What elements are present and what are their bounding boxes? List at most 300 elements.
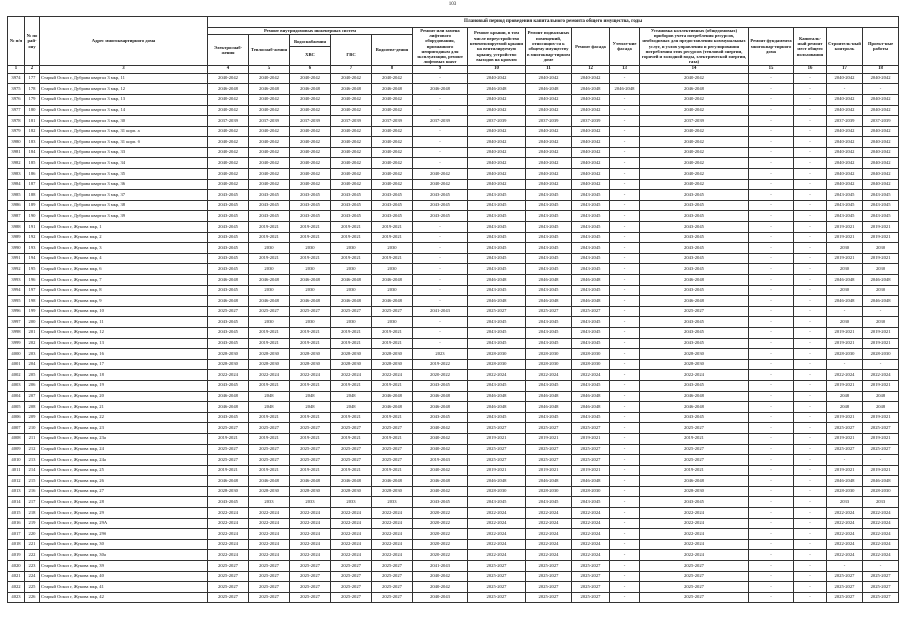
table-row xyxy=(8,359,899,370)
table-cell: - xyxy=(749,243,794,254)
table-cell: 2025-2027 xyxy=(290,423,331,434)
column-number: 6 xyxy=(290,65,331,73)
table-cell: Старый Оскол г, Жукова мкр, 1 xyxy=(40,222,208,233)
table-cell: 2043-2045 xyxy=(468,338,526,349)
table-cell: 4021 xyxy=(8,571,25,582)
table-row xyxy=(8,529,899,540)
table-cell: 2040-2042 xyxy=(413,444,468,455)
table-row xyxy=(8,243,899,254)
table-cell: 2030 xyxy=(827,317,863,328)
table-cell: 2028-2030 xyxy=(249,349,290,360)
table-cell: 3991 xyxy=(8,253,25,264)
table-cell: 2046-2048 xyxy=(827,296,863,307)
table-cell: - xyxy=(610,264,640,275)
table-cell: 2030 xyxy=(249,264,290,275)
table-cell: 201 xyxy=(25,327,40,338)
table-cell: - xyxy=(610,423,640,434)
table-cell: - xyxy=(749,497,794,508)
table-cell: 189 xyxy=(25,200,40,211)
table-cell: 203 xyxy=(25,349,40,360)
table-cell: - xyxy=(863,455,899,466)
table-cell: 2019-2021 xyxy=(249,465,290,476)
table-cell: 2030 xyxy=(290,264,331,275)
table-cell: 2040-2042 xyxy=(526,158,572,169)
table-cell: 2040-2042 xyxy=(827,105,863,116)
table-cell: - xyxy=(610,317,640,328)
table-cell: - xyxy=(413,94,468,105)
table-cell: 2025-2027 xyxy=(526,592,572,603)
table-cell: Старый Оскол г, Жукова мкр, 24 xyxy=(40,444,208,455)
table-cell: 2022-2024 xyxy=(331,508,372,519)
table-cell: 2019-2021 xyxy=(827,232,863,243)
table-cell: 3984 xyxy=(8,179,25,190)
table-cell: Старый Оскол г, Жукова мкр, 20 xyxy=(40,391,208,402)
table-cell: - xyxy=(794,518,827,529)
table-cell: 2028-2030 xyxy=(331,486,372,497)
table-cell: 2040-2042 xyxy=(827,137,863,148)
table-cell: 2043-2045 xyxy=(468,497,526,508)
table-cell: - xyxy=(794,380,827,391)
table-cell: Старый Оскол г, Дубрава квартал 3 мкр, 13 xyxy=(40,94,208,105)
table-cell: 2040-2042 xyxy=(290,105,331,116)
table-cell: - xyxy=(749,296,794,307)
table-cell: - xyxy=(749,412,794,423)
table-cell: 2022-2024 xyxy=(572,508,610,519)
table-cell: 2043-2045 xyxy=(572,253,610,264)
table-cell: - xyxy=(749,158,794,169)
table-cell: 2040-2042 xyxy=(208,169,249,180)
table-cell: 2028-2030 xyxy=(331,349,372,360)
table-cell: Старый Оскол г, Дубрава квартал 3 мкр, 11 xyxy=(40,73,208,84)
table-cell: 2022-2024 xyxy=(827,518,863,529)
table-cell: 2030 xyxy=(827,264,863,275)
table-cell: 2046-2048 xyxy=(572,84,610,95)
table-cell: 2025-2027 xyxy=(249,423,290,434)
table-cell: 2019-2021 xyxy=(572,465,610,476)
table-cell: 2019-2021 xyxy=(372,465,413,476)
table-cell: Старый Оскол г, Жукова мкр, 17 xyxy=(40,359,208,370)
table-cell: 2028-2030 xyxy=(468,359,526,370)
table-cell: Старый Оскол г, Жукова мкр, 10 xyxy=(40,306,208,317)
table-cell: - xyxy=(794,84,827,95)
table-cell: 2022-2024 xyxy=(863,370,899,381)
table-cell: 2025-2027 xyxy=(249,455,290,466)
table-cell: - xyxy=(749,370,794,381)
table-cell: 2022-2024 xyxy=(249,539,290,550)
table-cell: - xyxy=(749,444,794,455)
table-cell: 2020-2022 xyxy=(413,518,468,529)
table-cell: 4019 xyxy=(8,550,25,561)
table-cell: 2046-2048 xyxy=(290,296,331,307)
water-header-block xyxy=(290,35,331,66)
table-cell: - xyxy=(413,158,468,169)
table-row xyxy=(8,200,899,211)
table-cell: 2040-2042 xyxy=(249,147,290,158)
table-cell: 2022-2024 xyxy=(372,539,413,550)
table-cell: 2040-2042 xyxy=(863,169,899,180)
table-cell: - xyxy=(610,296,640,307)
table-cell: 2019-2021 xyxy=(640,433,749,444)
table-cell: Старый Оскол г, Жукова мкр, 16 xyxy=(40,349,208,360)
table-cell: 3978 xyxy=(8,116,25,127)
table-cell: 2025-2027 xyxy=(827,582,863,593)
table-cell: 2043-2045 xyxy=(468,380,526,391)
table-cell: 2025-2027 xyxy=(372,423,413,434)
table-cell: 198 xyxy=(25,296,40,307)
table-cell: 2046-2048 xyxy=(827,275,863,286)
table-cell: - xyxy=(794,211,827,222)
table-cell: 2022-2024 xyxy=(827,370,863,381)
table-cell: 2040-2042 xyxy=(640,94,749,105)
table-cell: - xyxy=(749,94,794,105)
table-cell: - xyxy=(610,222,640,233)
table-cell: 2046-2048 xyxy=(372,476,413,487)
table-cell: 2022-2024 xyxy=(290,529,331,540)
table-cell: 209 xyxy=(25,412,40,423)
table-cell: 2040-2042 xyxy=(290,147,331,158)
table-cell: 2046-2048 xyxy=(372,84,413,95)
table-cell: - xyxy=(749,529,794,540)
table-cell: Старый Оскол г, Дубрава квартал 3 мкр, 38 xyxy=(40,200,208,211)
table-cell: - xyxy=(794,571,827,582)
table-cell: - xyxy=(794,222,827,233)
table-cell: 4004 xyxy=(8,391,25,402)
table-cell: 2019-2021 xyxy=(249,380,290,391)
table-row xyxy=(8,126,899,137)
table-cell: 2048 xyxy=(290,391,331,402)
table-cell: 2040-2042 xyxy=(640,169,749,180)
table-cell: 2046-2048 xyxy=(572,296,610,307)
col-header-control: Строитель-ный контроль xyxy=(827,27,863,65)
column-number: 5 xyxy=(249,65,290,73)
table-cell: 2040-2042 xyxy=(468,169,526,180)
table-cell: 2022-2024 xyxy=(468,518,526,529)
table-cell: 2025-2027 xyxy=(572,571,610,582)
table-cell: 2030 xyxy=(863,317,899,328)
table-cell: - xyxy=(749,126,794,137)
table-cell: - xyxy=(749,433,794,444)
table-cell: 2025-2027 xyxy=(208,582,249,593)
table-cell: - xyxy=(794,433,827,444)
table-cell: 2040-2042 xyxy=(572,105,610,116)
table-cell: 2019-2021 xyxy=(827,433,863,444)
table-cell: 2043-2045 xyxy=(249,200,290,211)
table-cell: 2028-2030 xyxy=(640,486,749,497)
table-row xyxy=(8,402,899,413)
table-cell: 2025-2027 xyxy=(290,561,331,572)
table-cell: 2046-2048 xyxy=(610,84,640,95)
table-cell: 2025-2027 xyxy=(572,561,610,572)
table-cell: 2019-2021 xyxy=(827,465,863,476)
table-cell: Старый Оскол г, Дубрава квартал 3 мкр, 36 xyxy=(40,179,208,190)
column-number: 8 xyxy=(372,65,413,73)
table-cell: 2043-2045 xyxy=(640,327,749,338)
table-cell: - xyxy=(413,222,468,233)
table-cell: 2040-2042 xyxy=(413,465,468,476)
col-header-num: № п/п xyxy=(8,17,25,66)
table-cell: 2043-2045 xyxy=(331,211,372,222)
table-cell: - xyxy=(610,349,640,360)
table-cell: 2019-2021 xyxy=(372,338,413,349)
table-cell: 2022-2024 xyxy=(572,529,610,540)
table-cell: 2040-2042 xyxy=(468,105,526,116)
table-cell: 2043-2045 xyxy=(372,190,413,201)
table-cell: 2043-2045 xyxy=(208,285,249,296)
table-cell: 3977 xyxy=(8,105,25,116)
table-cell: 2043-2045 xyxy=(863,211,899,222)
table-cell: - xyxy=(794,338,827,349)
table-cell: Старый Оскол г, Жукова мкр, 21 xyxy=(40,402,208,413)
table-cell: 2040-2042 xyxy=(413,571,468,582)
table-cell: 3998 xyxy=(8,327,25,338)
table-cell: 178 xyxy=(25,84,40,95)
table-cell: 2019-2021 xyxy=(208,465,249,476)
table-cell: Старый Оскол г, Жукова мкр, 11 xyxy=(40,317,208,328)
table-cell: 2046-2048 xyxy=(331,84,372,95)
table-cell: 2025-2027 xyxy=(468,582,526,593)
table-cell: 2040-2042 xyxy=(331,105,372,116)
table-cell: - xyxy=(749,476,794,487)
table-cell: Старый Оскол г, Жукова мкр, 39 xyxy=(40,561,208,572)
table-cell: 2037-2039 xyxy=(413,116,468,127)
table-cell: 2040-2042 xyxy=(863,147,899,158)
table-cell: - xyxy=(610,116,640,127)
table-cell: - xyxy=(610,539,640,550)
table-cell: 2025-2027 xyxy=(372,306,413,317)
table-cell: - xyxy=(413,73,468,84)
table-cell: - xyxy=(413,243,468,254)
table-cell: - xyxy=(794,243,827,254)
table-cell: Старый Оскол г, Жукова мкр, 23а xyxy=(40,433,208,444)
table-row xyxy=(8,317,899,328)
table-cell: 2040-2042 xyxy=(372,179,413,190)
table-cell: 2040-2042 xyxy=(413,179,468,190)
table-cell: 218 xyxy=(25,508,40,519)
table-cell: 2040-2042 xyxy=(827,169,863,180)
table-cell: - xyxy=(413,275,468,286)
table-cell: 2019-2021 xyxy=(331,433,372,444)
table-cell: 2025-2027 xyxy=(290,306,331,317)
table-cell: 2019-2021 xyxy=(372,412,413,423)
table-cell: 2040-2042 xyxy=(468,126,526,137)
table-cell: 2043-2045 xyxy=(572,190,610,201)
table-cell: 2019-2021 xyxy=(827,222,863,233)
table-row xyxy=(8,211,899,222)
table-cell: 2022-2024 xyxy=(331,550,372,561)
table-cell: 2028-2030 xyxy=(827,486,863,497)
table-cell: 2030 xyxy=(372,243,413,254)
table-cell: 2025-2027 xyxy=(468,561,526,572)
table-cell: 2043-2045 xyxy=(572,211,610,222)
column-number: 18 xyxy=(863,65,899,73)
table-cell: 4009 xyxy=(8,444,25,455)
table-cell: 2022-2024 xyxy=(863,550,899,561)
table-cell: 2025-2027 xyxy=(572,423,610,434)
table-cell: 2043-2045 xyxy=(208,211,249,222)
table-cell: 2019-2021 xyxy=(208,433,249,444)
table-cell: 4018 xyxy=(8,539,25,550)
table-cell: - xyxy=(749,402,794,413)
table-cell: - xyxy=(413,296,468,307)
table-cell: Старый Оскол г, Дубрава квартал 3 мкр, 31 корп. а xyxy=(40,126,208,137)
table-cell: 2043-2045 xyxy=(526,317,572,328)
table-cell: 2046-2048 xyxy=(413,391,468,402)
table-cell: 2019-2021 xyxy=(863,465,899,476)
table-cell: 2022-2024 xyxy=(290,539,331,550)
table-cell: 2033 xyxy=(827,497,863,508)
table-cell: 223 xyxy=(25,561,40,572)
table-cell: 180 xyxy=(25,105,40,116)
table-cell: 2046-2048 xyxy=(526,402,572,413)
table-cell: 2043-2045 xyxy=(640,232,749,243)
table-cell: - xyxy=(610,455,640,466)
table-cell: - xyxy=(794,137,827,148)
table-cell: 2037-2039 xyxy=(331,116,372,127)
table-cell: - xyxy=(794,147,827,158)
table-cell: 2019-2021 xyxy=(863,222,899,233)
table-cell: 2030 xyxy=(331,243,372,254)
table-cell: 2040-2042 xyxy=(372,73,413,84)
table-cell: 2022-2024 xyxy=(468,550,526,561)
table-cell: 183 xyxy=(25,137,40,148)
table-cell: 212 xyxy=(25,444,40,455)
table-cell: 2040-2042 xyxy=(863,137,899,148)
table-cell: - xyxy=(610,137,640,148)
table-cell: 2040-2042 xyxy=(526,126,572,137)
table-cell: 2043-2045 xyxy=(468,317,526,328)
table-cell: - xyxy=(827,84,863,95)
column-number-row xyxy=(8,65,899,73)
table-cell: - xyxy=(827,561,863,572)
table-cell: 2046-2048 xyxy=(640,391,749,402)
table-cell: 2043-2045 xyxy=(331,200,372,211)
table-cell: 2025-2027 xyxy=(208,306,249,317)
table-cell: 3996 xyxy=(8,306,25,317)
table-row xyxy=(8,169,899,180)
table-cell: Старый Оскол г, Дубрава квартал 3 мкр, 37 xyxy=(40,190,208,201)
table-cell: Старый Оскол г, Дубрава квартал 3 мкр, 31 корп. б xyxy=(40,137,208,148)
table-cell: 2043-2045 xyxy=(526,232,572,243)
table-cell: 2025-2027 xyxy=(331,444,372,455)
table-cell: 2019-2021 xyxy=(827,338,863,349)
table-cell: - xyxy=(610,561,640,572)
table-cell: 2040-2042 xyxy=(863,94,899,105)
table-cell: 2040-2042 xyxy=(208,105,249,116)
table-cell: 2043-2045 xyxy=(640,497,749,508)
table-cell: 4022 xyxy=(8,582,25,593)
table-cell: 2030 xyxy=(372,264,413,275)
table-cell: 2019-2021 xyxy=(249,253,290,264)
table-cell: - xyxy=(863,306,899,317)
table-cell: 2022-2024 xyxy=(827,550,863,561)
table-cell: - xyxy=(794,105,827,116)
table-cell: 2043-2045 xyxy=(827,211,863,222)
table-cell: 2025-2027 xyxy=(863,571,899,582)
table-cell: 2025-2027 xyxy=(208,423,249,434)
table-cell: 2028-2030 xyxy=(526,486,572,497)
table-cell: 2025-2027 xyxy=(208,571,249,582)
table-cell: 2046-2048 xyxy=(290,275,331,286)
table-cell: 2025-2027 xyxy=(249,561,290,572)
table-cell: 191 xyxy=(25,222,40,233)
table-cell: - xyxy=(794,158,827,169)
table-cell: 2025-2027 xyxy=(290,444,331,455)
table-cell: 2040-2042 xyxy=(372,105,413,116)
table-cell: - xyxy=(794,391,827,402)
table-cell: Старый Оскол г, Дубрава квартал 3 мкр, 39 xyxy=(40,211,208,222)
table-cell: 2030 xyxy=(331,317,372,328)
table-cell: 4001 xyxy=(8,359,25,370)
table-row xyxy=(8,253,899,264)
table-cell: 2028-2030 xyxy=(468,486,526,497)
table-cell: - xyxy=(749,105,794,116)
table-cell: 2040-2042 xyxy=(290,137,331,148)
table-cell: 2040-2042 xyxy=(331,94,372,105)
table-cell: - xyxy=(610,391,640,402)
table-cell: 2033 xyxy=(863,497,899,508)
table-cell: 2046-2048 xyxy=(208,402,249,413)
table-cell: 2043-2045 xyxy=(208,412,249,423)
table-cell: 2022-2024 xyxy=(290,370,331,381)
table-cell: - xyxy=(794,317,827,328)
table-cell: 2043-2045 xyxy=(572,497,610,508)
table-cell: 207 xyxy=(25,391,40,402)
table-cell: 2025-2027 xyxy=(290,582,331,593)
table-cell: 4023 xyxy=(8,592,25,603)
table-cell: 2040-2042 xyxy=(290,126,331,137)
table-cell: Старый Оскол г, Жукова мкр, 23 xyxy=(40,423,208,434)
table-cell: 2037-2039 xyxy=(249,116,290,127)
table-cell: 2022-2024 xyxy=(863,539,899,550)
table-cell: - xyxy=(794,550,827,561)
table-cell: 2019-2021 xyxy=(863,253,899,264)
table-cell: - xyxy=(413,338,468,349)
table-cell: 2043-2045 xyxy=(572,412,610,423)
table-cell: 2033 xyxy=(331,497,372,508)
table-cell: - xyxy=(794,455,827,466)
table-cell: 2022-2024 xyxy=(468,529,526,540)
table-cell: 2022-2024 xyxy=(290,550,331,561)
table-cell: 2048 xyxy=(827,391,863,402)
table-cell: - xyxy=(610,465,640,476)
table-cell: 4016 xyxy=(8,518,25,529)
table-cell: 2028-2030 xyxy=(640,359,749,370)
table-cell: - xyxy=(749,211,794,222)
table-cell: 2043-2045 xyxy=(640,253,749,264)
table-cell: 2040-2042 xyxy=(572,94,610,105)
table-cell: 2025-2027 xyxy=(331,455,372,466)
table-cell: 2040-2042 xyxy=(290,94,331,105)
table-cell: 2046-2048 xyxy=(572,402,610,413)
table-row xyxy=(8,561,899,572)
table-cell: 4007 xyxy=(8,423,25,434)
table-cell: 2022-2024 xyxy=(290,508,331,519)
table-cell: 2046-2048 xyxy=(526,296,572,307)
column-number: 1 xyxy=(8,65,25,73)
table-cell: 205 xyxy=(25,370,40,381)
table-cell: - xyxy=(749,508,794,519)
table-cell: 2028-2030 xyxy=(827,349,863,360)
table-cell: - xyxy=(749,391,794,402)
table-cell: 2022-2024 xyxy=(526,518,572,529)
table-cell: 4020 xyxy=(8,561,25,572)
table-cell: - xyxy=(610,592,640,603)
table-row xyxy=(8,306,899,317)
table-cell: - xyxy=(413,285,468,296)
table-cell: 2019-2021 xyxy=(372,232,413,243)
table-row xyxy=(8,433,899,444)
table-cell: 2037-2039 xyxy=(572,116,610,127)
